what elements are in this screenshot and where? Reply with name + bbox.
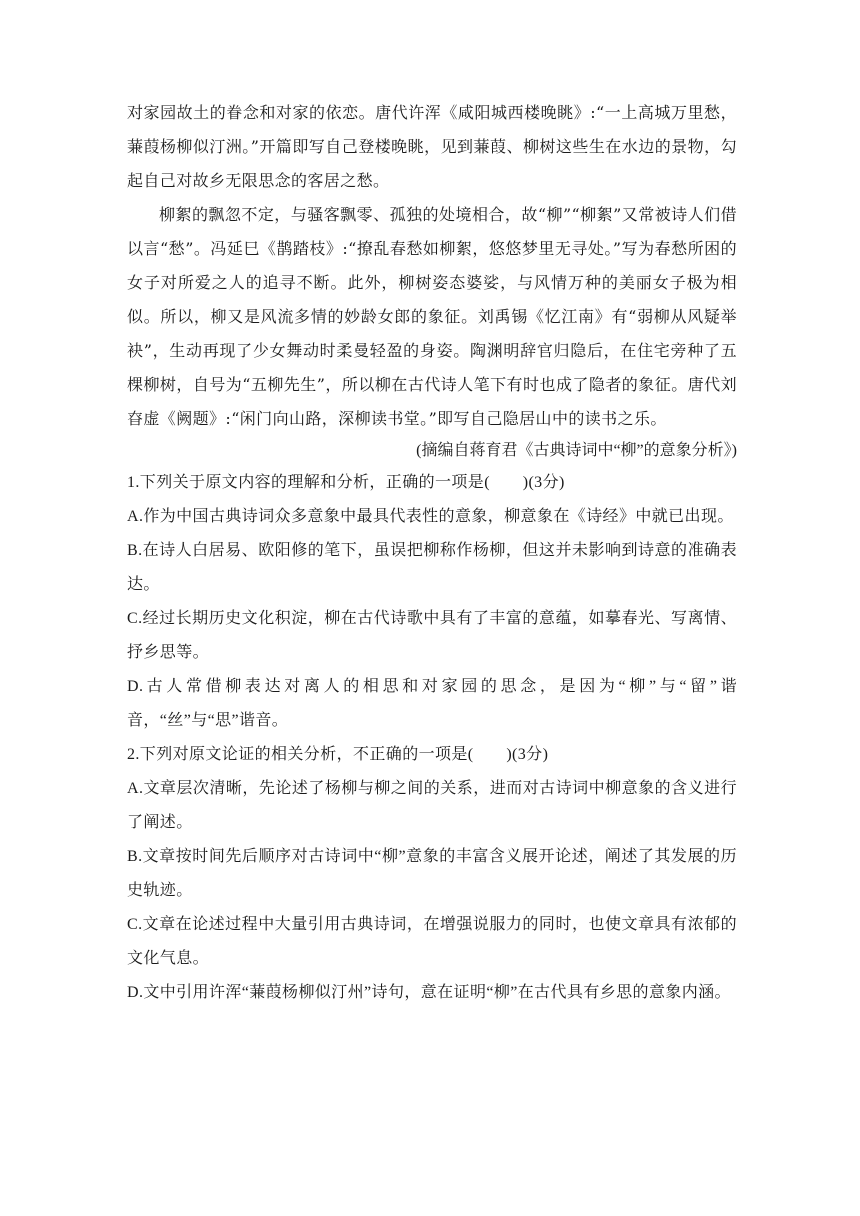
exam-page: [127, 96, 737, 1010]
question-2-option-d: D.文中引用许浑“蒹葭杨柳似汀州”诗句，意在证明“柳”在古代具有乡思的意象内涵。: [127, 984, 731, 1001]
question-2-option-a: A.文章层次清晰，先论述了杨柳与柳之间的关系，进而对古诗词中柳意象的含义进行了阐述。: [127, 780, 737, 831]
question-1-option-d: D.古人常借柳表达对离人的相思和对家园的思念，是因为“柳”与“留”谐音，“丝”与“思”谐音。: [127, 678, 737, 729]
question-2-stem: 2.下列对原文论证的相关分析，不正确的一项是( )(3分): [127, 746, 549, 763]
question-1-option-c: C.经过长期历史文化积淀，柳在古代诗歌中具有了丰富的意蕴，如摹春光、写离情、抒乡思等。: [127, 610, 737, 661]
question-1-option-b: B.在诗人白居易、欧阳修的笔下，虽误把柳称作杨柳，但这并未影响到诗意的准确表达。: [127, 542, 737, 593]
question-1: [127, 466, 737, 738]
question-2-option-b: B.文章按时间先后顺序对古诗词中“柳”意象的丰富含义展开论述，阐述了其发展的历史轨迹。: [127, 848, 737, 899]
question-1-option-a: A.作为中国古典诗词众多意象中最具代表性的意象，柳意象在《诗经》中就已出现。: [127, 508, 734, 525]
passage-paragraph-1: 对家园故土的眷念和对家的依恋。唐代许浑《咸阳城西楼晚眺》:“一上高城万里愁，蒹葭杨柳似汀洲。”开篇即写自己登楼晚眺，见到蒹葭、柳树这些生在水边的景物，勾起自己对故乡无限思念的客居之愁。: [127, 103, 737, 190]
question-2: [127, 738, 737, 1010]
question-1-stem: 1.下列关于原文内容的理解和分析，正确的一项是( )(3分): [127, 474, 565, 491]
passage-source: (摘编自蒋育君《古典诗词中“柳”的意象分析》): [416, 442, 737, 459]
passage-paragraph-2: 柳絮的飘忽不定，与骚客飘零、孤独的处境相合，故“柳”“柳絮”又常被诗人们借以言“愁”。冯延巳《鹊踏枝》:“撩乱春愁如柳絮，悠悠梦里无寻处。”写为春愁所困的女子对所爱之人的追寻不断。此外，柳树姿态婆娑，与风情万种的美丽女子极为相似。所以，柳又是风流多情的妙龄女郎的象征。刘禹锡《忆江南》有“弱柳从风疑举袂”，生动再现了少女舞动时柔曼轻盈的身姿。陶渊明辞官归隐后，在住宅旁种了五棵柳树，自号为“五柳先生”，所以柳在古代诗人笔下有时也成了隐者的象征。唐代刘昚虚《阙题》:“闲门向山路，深柳读书堂。”即写自己隐居山中的读书之乐。: [127, 205, 737, 428]
question-2-option-c: C.文章在论述过程中大量引用古典诗词，在增强说服力的同时，也使文章具有浓郁的文化气息。: [127, 916, 737, 967]
